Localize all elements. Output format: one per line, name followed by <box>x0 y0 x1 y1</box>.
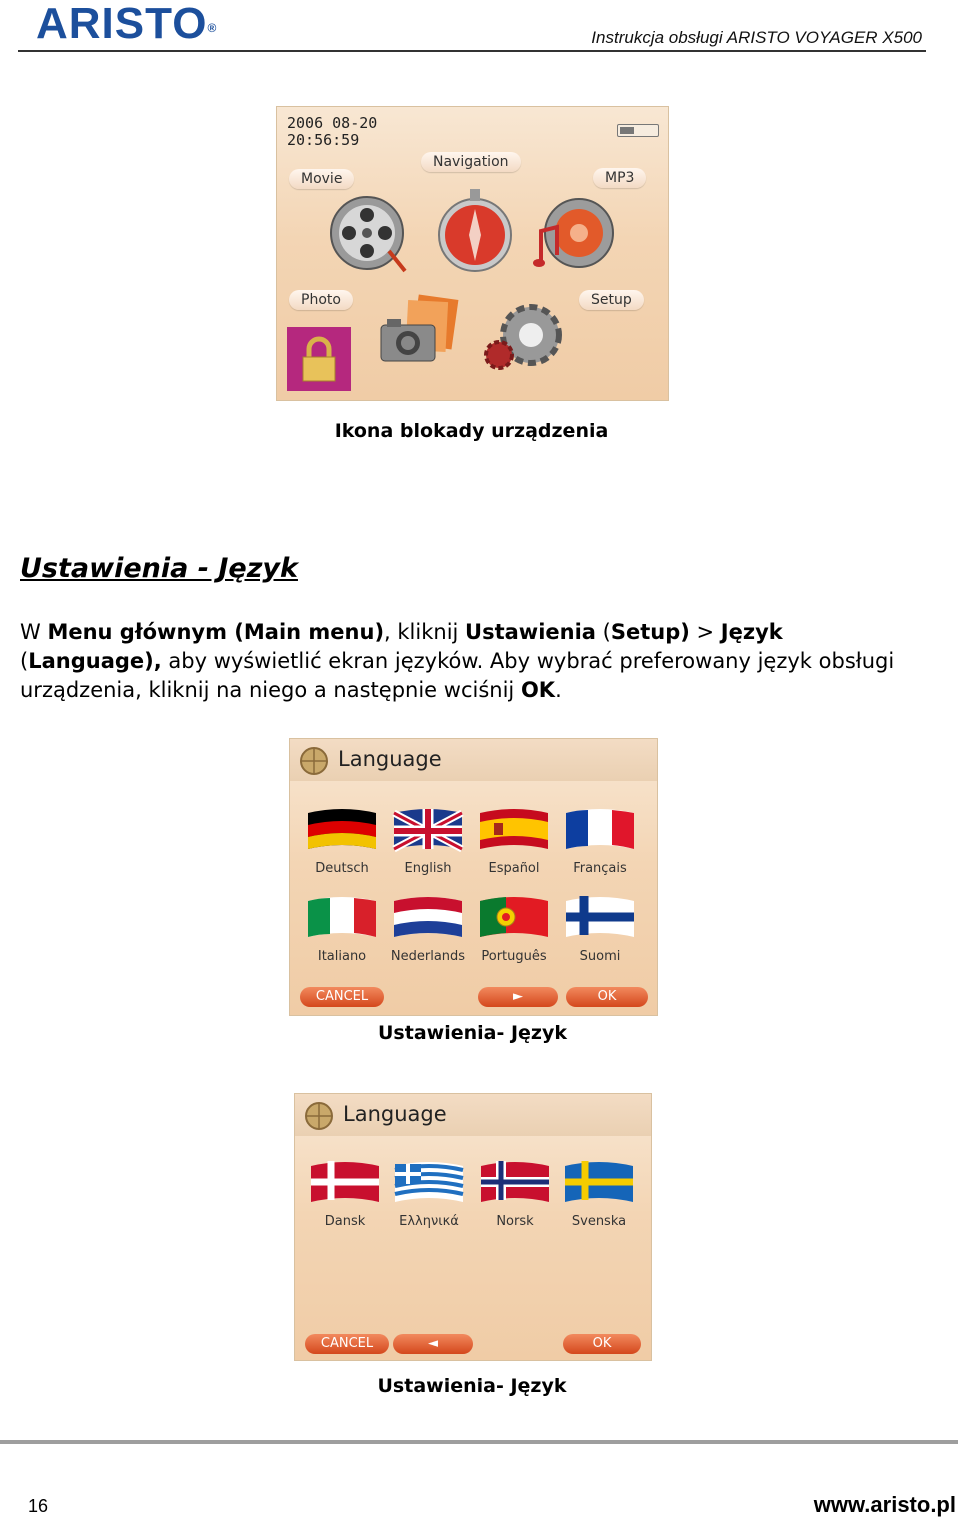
lang-italiano[interactable]: Italiano <box>302 893 382 964</box>
uk-flag-icon <box>392 805 464 857</box>
portugal-flag-icon <box>478 893 550 945</box>
norway-flag-icon <box>479 1158 551 1210</box>
language-screen-1 <box>289 738 658 1016</box>
aristo-logo: ARISTO® <box>36 0 218 48</box>
caption-lock-icon: Ikona blokady urządzenia <box>334 420 609 442</box>
page-number: 16 <box>28 1496 49 1516</box>
section-title: Ustawienia - Język <box>20 553 298 584</box>
language-globe-icon <box>303 1100 337 1132</box>
lang-english[interactable]: English <box>388 805 468 876</box>
cancel-button[interactable]: CANCEL <box>305 1334 389 1354</box>
language-title: Language <box>343 1102 447 1126</box>
greece-flag-icon <box>393 1158 465 1210</box>
italy-flag-icon <box>306 893 378 945</box>
footer-divider <box>0 1440 958 1444</box>
france-flag-icon <box>564 805 636 857</box>
language-globe-icon <box>298 745 332 777</box>
caption-language-2: Ustawienia- Język <box>377 1375 567 1397</box>
speaker-music-icon[interactable] <box>531 193 617 275</box>
lang-dansk[interactable]: Dansk <box>305 1158 385 1229</box>
netherlands-flag-icon <box>392 893 464 945</box>
language-header <box>295 1094 651 1136</box>
menu-item-photo[interactable]: Photo <box>289 290 353 310</box>
ok-button[interactable]: OK <box>563 1334 641 1354</box>
lang-suomi[interactable]: Suomi <box>560 893 640 964</box>
previous-page-button[interactable]: ◄ <box>393 1334 473 1354</box>
main-menu-screenshot <box>276 106 669 401</box>
date: 2006 08-20 <box>287 114 378 132</box>
language-title: Language <box>338 747 442 771</box>
caption-language-1: Ustawienia- Język <box>378 1022 567 1044</box>
lang-francais[interactable]: Français <box>560 805 640 876</box>
instruction-paragraph: W Menu głównym (Main menu), kliknij Ustawienia (Setup) > Język (Language), aby wyświetlić ekran języków. Aby wybrać preferowany język obsługi urządzenia, kliknij na niego a następnie wciśnij OK. <box>20 620 895 702</box>
finland-flag-icon <box>564 893 636 945</box>
document-title: Instrukcja obsługi ARISTO VOYAGER X500 <box>591 28 922 47</box>
next-page-button[interactable]: ► <box>478 987 558 1007</box>
website-link[interactable]: www.aristo.pl <box>813 1492 956 1517</box>
lang-nederlands[interactable]: Nederlands <box>388 893 468 964</box>
germany-flag-icon <box>306 805 378 857</box>
camera-photos-icon[interactable] <box>377 293 463 373</box>
lock-icon[interactable] <box>287 327 351 391</box>
language-screen-2 <box>294 1093 652 1361</box>
spain-flag-icon <box>478 805 550 857</box>
datetime <box>287 115 377 149</box>
lang-deutsch[interactable]: Deutsch <box>302 805 382 876</box>
compass-icon[interactable] <box>435 185 515 277</box>
menu-item-mp3[interactable]: MP3 <box>593 168 646 188</box>
lang-greek[interactable]: Ελληνικά <box>389 1158 469 1229</box>
gears-icon[interactable] <box>483 295 565 375</box>
lang-portugues[interactable]: Português <box>474 893 554 964</box>
lang-espanol[interactable]: Español <box>474 805 554 876</box>
header-divider <box>18 50 926 52</box>
ok-button[interactable]: OK <box>566 987 648 1007</box>
film-reel-icon[interactable] <box>327 193 407 273</box>
menu-item-navigation[interactable]: Navigation <box>421 152 521 172</box>
menu-item-setup[interactable]: Setup <box>579 290 644 310</box>
denmark-flag-icon <box>309 1158 381 1210</box>
time: 20:56:59 <box>287 131 360 149</box>
sweden-flag-icon <box>563 1158 635 1210</box>
lang-svenska[interactable]: Svenska <box>559 1158 639 1229</box>
lang-norsk[interactable]: Norsk <box>475 1158 555 1229</box>
cancel-button[interactable]: CANCEL <box>300 987 384 1007</box>
menu-item-movie[interactable]: Movie <box>289 169 354 189</box>
battery-icon <box>617 124 659 137</box>
language-header <box>290 739 657 781</box>
